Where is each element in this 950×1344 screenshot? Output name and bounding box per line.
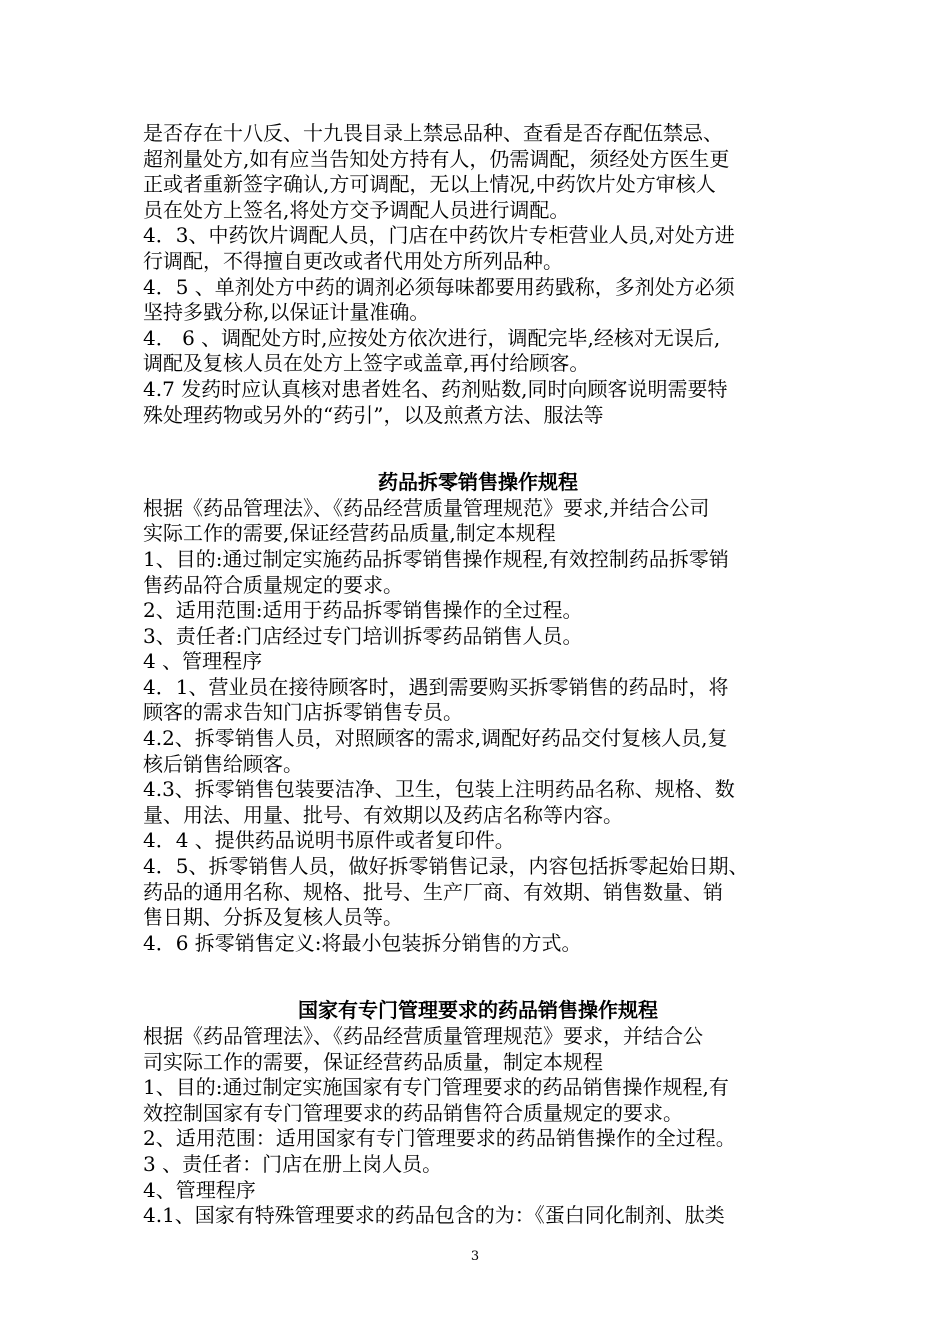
paragraph-line: 4.7 发药时应认真核对患者姓名、药剂贴数,同时向顾客说明需要特	[143, 376, 728, 401]
paragraph-line: 2、适用范围：适用国家有专门管理要求的药品销售操作的全过程。	[143, 1126, 736, 1151]
paragraph-line: 根据《药品管理法》、《药品经营质量管理规范》要求，并结合公	[143, 1024, 703, 1048]
paragraph-line: 4．3、中药饮片调配人员，门店在中药饮片专柜营业人员,对处方进	[143, 223, 735, 248]
spacer	[143, 956, 813, 998]
paragraph-line: 3、责任者:门店经过专门培训拆零药品销售人员。	[143, 623, 583, 648]
section-continuation	[143, 121, 813, 428]
paragraph-line: 4.1、国家有特殊管理要求的药品包含的为：《蛋白同化制剂、肽类	[143, 1203, 725, 1228]
paragraph-line: 1、目的:通过制定实施药品拆零销售操作规程,有效控制药品拆零销	[143, 546, 729, 571]
document-body	[143, 121, 813, 1229]
paragraph-line: 4．4 、提供药品说明书原件或者复印件。	[143, 828, 515, 853]
paragraph-line: 量、用法、用量、批号、有效期以及药店名称等内容。	[143, 802, 623, 827]
paragraph-line: 超剂量处方,如有应当告知处方持有人，仍需调配，须经处方医生更	[143, 146, 730, 171]
spacer	[143, 428, 813, 470]
paragraph-line: 员在处方上签名,将处方交予调配人员进行调配。	[143, 197, 570, 222]
paragraph-line: 正或者重新签字确认,方可调配，无以上情况,中药饮片处方审核人	[143, 172, 716, 197]
paragraph-line: 4 、管理程序	[143, 649, 263, 674]
section-split-sales	[143, 470, 813, 956]
section-title: 国家有专门管理要求的药品销售操作规程	[298, 998, 658, 1023]
paragraph-line: 根据《药品管理法》、《药品经营质量管理规范》要求,并结合公司	[143, 495, 710, 520]
paragraph-line: 4.3、拆零销售包装要洁净、卫生，包装上注明药品名称、规格、数	[143, 777, 735, 802]
paragraph-line: 殊处理药物或另外的“药引”，以及煎煮方法、服法等	[143, 402, 604, 427]
paragraph-line: 行调配，不得擅自更改或者代用处方所列品种。	[143, 248, 563, 273]
paragraph-line: 4．6 拆零销售定义:将最小包装拆分销售的方式。	[143, 930, 582, 955]
section-special-management	[143, 998, 813, 1228]
paragraph-line: 3 、责任者：门店在册上岗人员。	[143, 1151, 443, 1176]
paragraph-line: 实际工作的需要,保证经营药品质量,制定本规程	[143, 521, 556, 546]
paragraph-line: 司实际工作的需要，保证经营药品质量，制定本规程	[143, 1049, 603, 1074]
page-number: 3	[470, 1249, 480, 1264]
paragraph-line: 核后销售给顾客。	[143, 751, 303, 776]
paragraph-line: 4、管理程序	[143, 1177, 256, 1202]
paragraph-line: 2、适用范围:适用于药品拆零销售操作的全过程。	[143, 598, 583, 623]
paragraph-line: 4． 6 、调配处方时,应按处方依次进行，调配完毕,经核对无误后,	[143, 325, 721, 350]
paragraph-line: 售日期、分拆及复核人员等。	[143, 905, 403, 930]
paragraph-line: 4．1、营业员在接待顾客时，遇到需要购买拆零销售的药品时，将	[143, 674, 729, 699]
paragraph-line: 是否存在十八反、十九畏目录上禁忌品种、查看是否存配伍禁忌、	[143, 121, 723, 145]
paragraph-line: 4．5 、单剂处方中药的调剂必须每味都要用药戥称，多剂处方必须	[143, 274, 735, 299]
paragraph-line: 1、目的:通过制定实施国家有专门管理要求的药品销售操作规程,有	[143, 1075, 729, 1100]
paragraph-line: 顾客的需求告知门店拆零销售专员。	[143, 700, 463, 725]
paragraph-line: 坚持多戥分称,以保证计量准确。	[143, 300, 430, 325]
paragraph-line: 调配及复核人员在处方上签字或盖章,再付给顾客。	[143, 351, 590, 376]
paragraph-line: 4.2、拆零销售人员，对照顾客的需求,调配好药品交付复核人员,复	[143, 726, 728, 751]
paragraph-line: 效控制国家有专门管理要求的药品销售符合质量规定的要求。	[143, 1100, 683, 1125]
section-title: 药品拆零销售操作规程	[378, 470, 578, 495]
paragraph-line: 售药品符合质量规定的要求。	[143, 572, 403, 597]
paragraph-line: 4．5、拆零销售人员，做好拆零销售记录，内容包括拆零起始日期、	[143, 854, 749, 879]
paragraph-line: 药品的通用名称、规格、批号、生产厂商、有效期、销售数量、销	[143, 879, 723, 904]
